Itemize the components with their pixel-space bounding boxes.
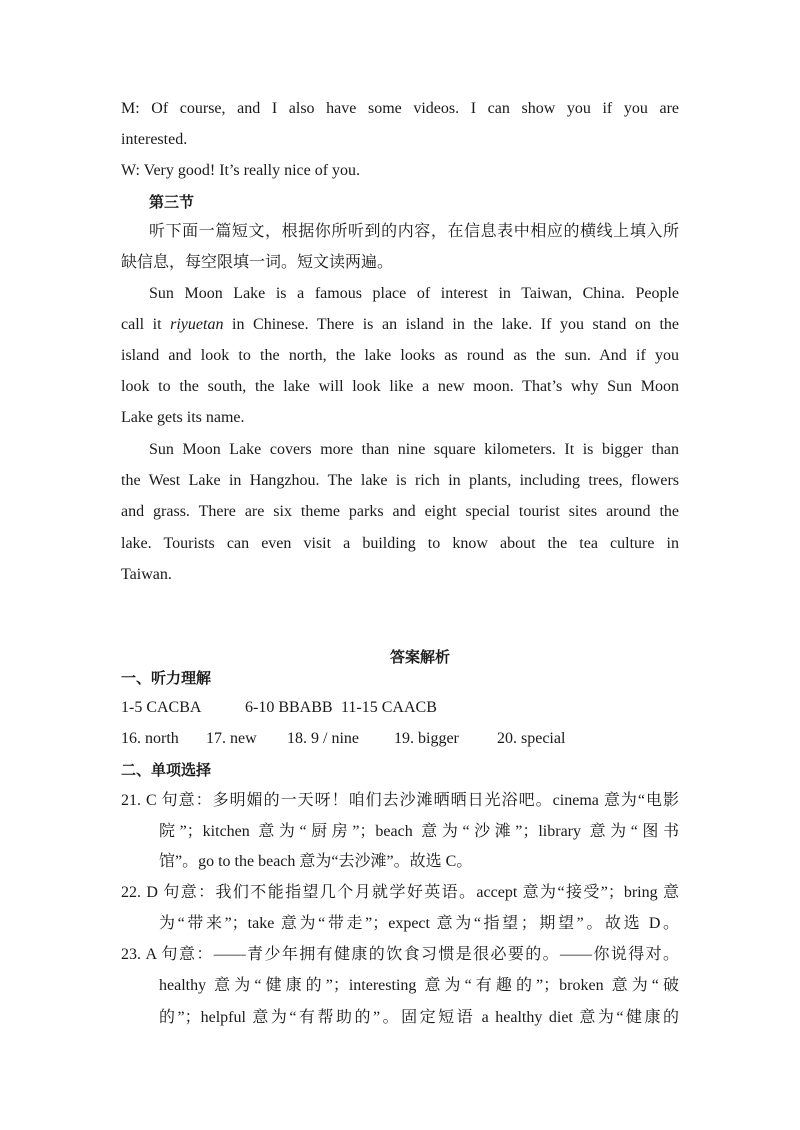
dialogue-w-line: W: Very good! It’s really nice of you. <box>121 162 361 179</box>
answer-group: 1-5 CACBA <box>121 699 202 716</box>
passage-p2-line-2: the West Lake in Hangzhou. The lake is rich in plants, including trees, flowers <box>121 472 679 489</box>
answers-row-2 <box>121 729 679 749</box>
dialogue-m-line-1: M: Of course, and I also have some videos. I can show you if you are <box>121 100 679 117</box>
passage-p1-line-4: look to the south, the lake will look like a new moon. That’s why Sun Moon <box>121 378 679 395</box>
passage-p2-line-3: and grass. There are six theme parks and eight special tourist sites around the <box>121 503 679 520</box>
passage-p1-line-1: Sun Moon Lake is a famous place of interest in Taiwan, China. People <box>149 285 679 302</box>
dialogue-m-line-2: interested. <box>121 131 188 148</box>
q21-line-2: 院”；kitchen 意为“厨房”；beach 意为“沙滩”；library 意为“图书 <box>159 823 679 840</box>
answer-group: 6-10 BBABB <box>245 699 333 716</box>
passage-p2-line-1: Sun Moon Lake covers more than nine square kilometers. It is bigger than <box>149 441 679 458</box>
section3-instruction-line-2: 缺信息，每空限填一词。短文读两遍。 <box>121 254 394 271</box>
passage-p1-line-2 <box>121 315 679 335</box>
q21-line-3: 馆”。go to the beach 意为“去沙滩”。故选 C。 <box>159 853 473 870</box>
passage-p1-line-5: Lake gets its name. <box>121 409 245 426</box>
answer-item: 16. north <box>121 730 179 747</box>
section3-heading: 第三节 <box>149 193 195 211</box>
passage-italic-term: riyuetan <box>170 316 224 333</box>
passage-text: in Chinese. There is an island in the lake. If you stand on the <box>223 316 679 333</box>
q21-line-1: 21. C 句意：多明媚的一天呀！咱们去沙滩晒晒日光浴吧。cinema 意为“电影 <box>121 792 679 809</box>
q23-line-3: 的”；helpful 意为“有帮助的”。固定短语 a healthy diet 意为“健康的 <box>159 1009 679 1026</box>
passage-text: call it <box>121 316 171 333</box>
q23-line-1: 23. A 句意：——青少年拥有健康的饮食习惯是很必要的。——你说得对。 <box>121 946 679 963</box>
answers-row-1 <box>121 698 679 718</box>
answer-group: 11-15 CAACB <box>341 699 437 716</box>
passage-p2-line-4: lake. Tourists can even visit a building to know about the tea culture in <box>121 535 679 552</box>
passage-p1-line-3: island and look to the north, the lake looks as round as the sun. And if you <box>121 347 679 364</box>
q23-line-2: healthy 意为“健康的”；interesting 意为“有趣的”；broken 意为“破 <box>159 977 679 994</box>
answers-title: 答案解析 <box>389 648 450 666</box>
part1-heading: 一、听力理解 <box>121 669 212 687</box>
answer-item: 18. 9 / nine <box>287 730 359 747</box>
section3-instruction-line-1: 听下面一篇短文，根据你所听到的内容，在信息表中相应的横线上填入所 <box>149 223 679 240</box>
answer-item: 17. new <box>206 730 257 747</box>
answer-item: 20. special <box>497 730 566 747</box>
q22-line-1: 22. D 句意：我们不能指望几个月就学好英语。accept 意为“接受”；bring 意 <box>121 884 679 901</box>
answer-item: 19. bigger <box>394 730 459 747</box>
q22-line-2: 为“带来”；take 意为“带走”；expect 意为“指望；期望”。故选 D。 <box>159 915 679 932</box>
part2-heading: 二、单项选择 <box>121 761 212 779</box>
passage-p2-line-5: Taiwan. <box>121 566 172 583</box>
